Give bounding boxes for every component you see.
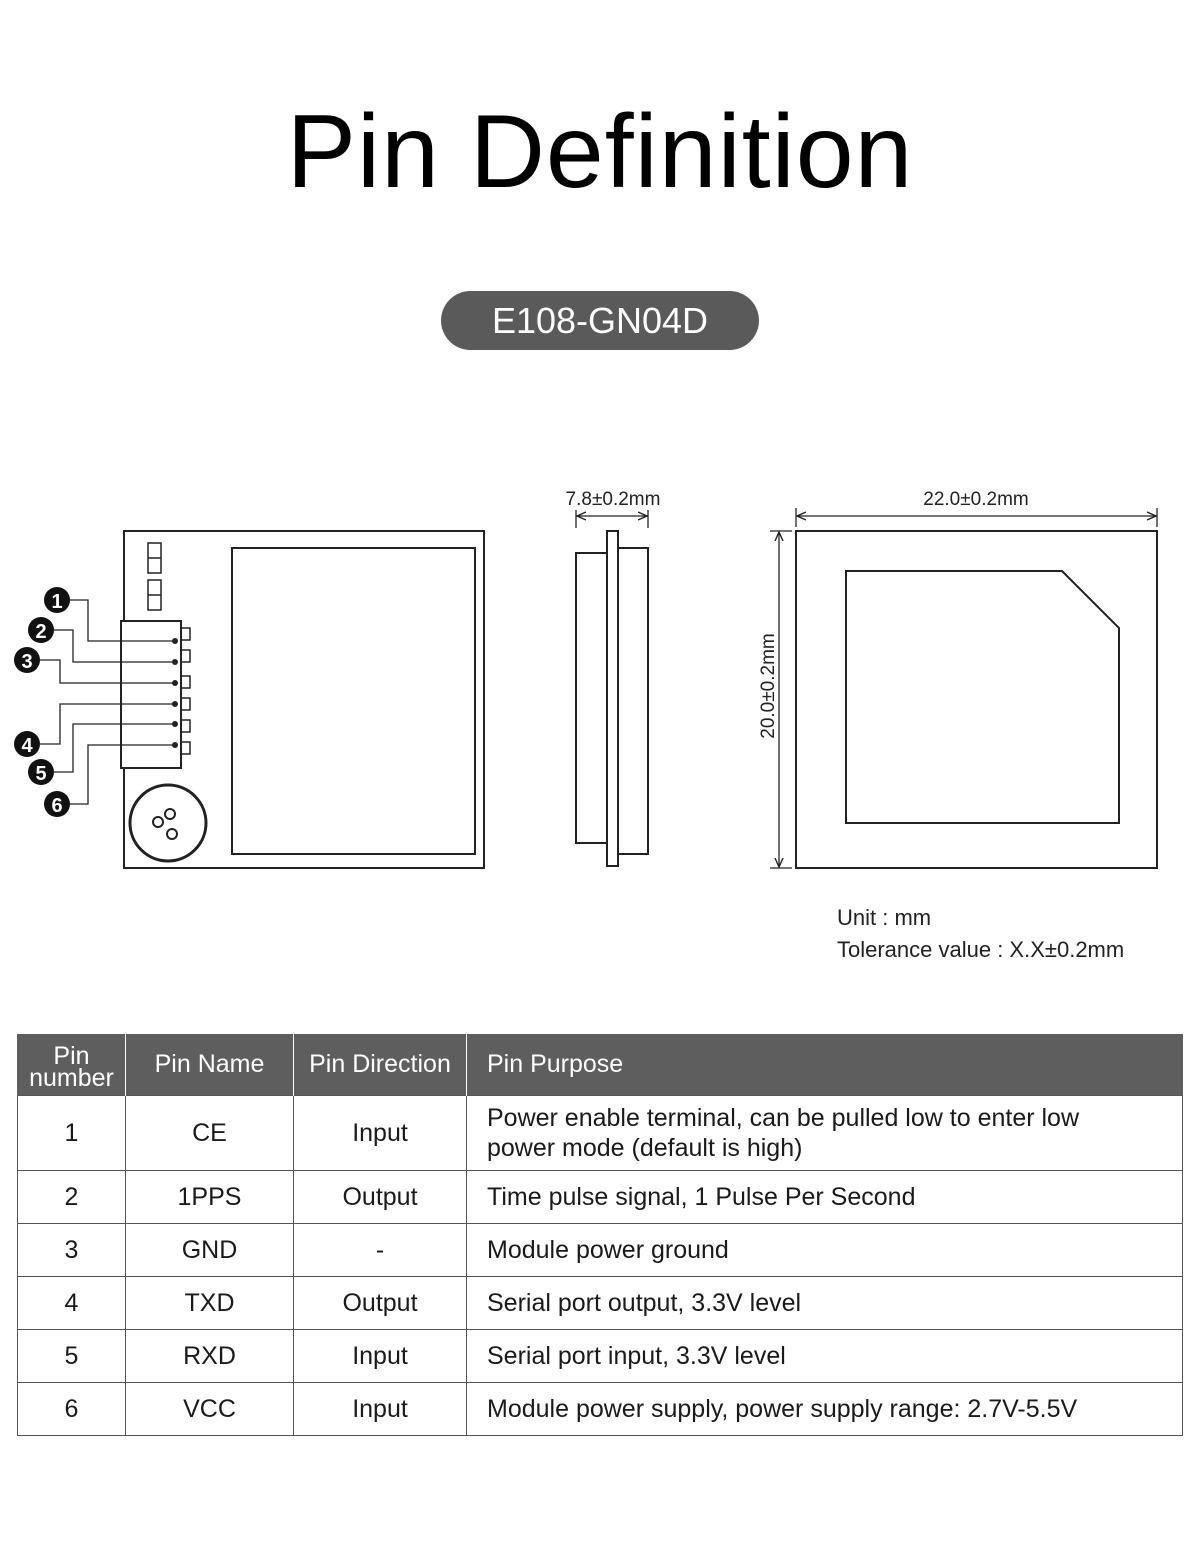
width-dimension	[796, 508, 1157, 527]
thickness-dimension	[576, 510, 648, 528]
pin-marker-4-label: 4	[21, 735, 33, 757]
pin-direction-cell: Input	[294, 1096, 467, 1171]
pin-purpose-cell: Serial port output, 3.3V level	[467, 1277, 1183, 1330]
pin-name-cell: TXD	[126, 1277, 294, 1330]
top-view	[796, 531, 1157, 868]
pin-marker-2-label: 2	[35, 621, 47, 643]
pin-marker-5-label: 5	[35, 763, 47, 785]
pin-direction-cell: Output	[294, 1277, 467, 1330]
pin-marker-5	[28, 759, 54, 785]
pin-number-cell: 4	[18, 1277, 126, 1330]
pin-number-cell: 3	[18, 1224, 126, 1277]
pin-marker-6-label: 6	[51, 795, 63, 817]
page-title: Pin Definition	[286, 94, 914, 210]
unit-text: Unit : mm	[837, 905, 932, 930]
header-pin-purpose: Pin Purpose	[467, 1034, 1183, 1096]
side-view	[576, 531, 648, 866]
header-pin-direction: Pin Direction	[294, 1034, 467, 1096]
header-pin-number	[18, 1034, 126, 1096]
header-pin-number-line2: number	[29, 1063, 114, 1092]
model-badge: E108-GN04D	[441, 291, 759, 350]
pin-name-cell: GND	[126, 1224, 294, 1277]
units-note	[837, 902, 1124, 966]
connector-pins	[181, 628, 190, 754]
pin-purpose-line2: power mode (default is high)	[487, 1134, 803, 1162]
pin-marker-1-label: 1	[51, 591, 63, 613]
width-label: 22.0±0.2mm	[923, 489, 1029, 510]
front-view	[121, 531, 484, 868]
pin-number-cell: 2	[18, 1171, 126, 1224]
pin-direction-cell: Output	[294, 1171, 467, 1224]
pin-purpose-cell: Module power ground	[467, 1224, 1183, 1277]
pin-number-cell: 1	[18, 1096, 126, 1171]
table-row	[18, 1383, 1183, 1436]
height-label: 20.0±0.2mm	[758, 633, 779, 739]
tolerance-text: Tolerance value : X.X±0.2mm	[837, 937, 1125, 962]
pin-marker-3	[14, 647, 40, 673]
pin-purpose-line1: Power enable terminal, can be pulled low to enter low	[487, 1104, 1080, 1132]
pin-marker-6	[44, 791, 70, 817]
pin-marker-4	[14, 731, 40, 757]
pin-marker-2	[28, 617, 54, 643]
pin-name-cell: CE	[126, 1096, 294, 1171]
pin-number-cell: 5	[18, 1330, 126, 1383]
table-row	[18, 1096, 1183, 1171]
thickness-label: 7.8±0.2mm	[565, 489, 661, 510]
pin-marker-1	[44, 587, 70, 613]
header-pin-number-line1: Pin	[53, 1041, 90, 1070]
table-header-row	[18, 1034, 1183, 1096]
pin-direction-cell: Input	[294, 1383, 467, 1436]
pin-direction-cell: -	[294, 1224, 467, 1277]
pin-purpose-cell	[467, 1096, 1183, 1171]
pin-marker-3-label: 3	[21, 651, 33, 673]
pin-table	[17, 1034, 1183, 1436]
pin-purpose-cell: Serial port input, 3.3V level	[467, 1330, 1183, 1383]
header-pin-name: Pin Name	[126, 1034, 294, 1096]
table-row	[18, 1171, 1183, 1224]
pin-number-cell: 6	[18, 1383, 126, 1436]
pin-name-cell: VCC	[126, 1383, 294, 1436]
pin-name-cell: RXD	[126, 1330, 294, 1383]
table-row	[18, 1330, 1183, 1383]
module-drawing	[0, 470, 1200, 910]
table-row	[18, 1277, 1183, 1330]
pin-purpose-cell: Module power supply, power supply range: 2.7V-5.5V	[467, 1383, 1183, 1436]
pin-purpose-cell: Time pulse signal, 1 Pulse Per Second	[467, 1171, 1183, 1224]
table-row	[18, 1224, 1183, 1277]
pin-direction-cell: Input	[294, 1330, 467, 1383]
pin-name-cell: 1PPS	[126, 1171, 294, 1224]
